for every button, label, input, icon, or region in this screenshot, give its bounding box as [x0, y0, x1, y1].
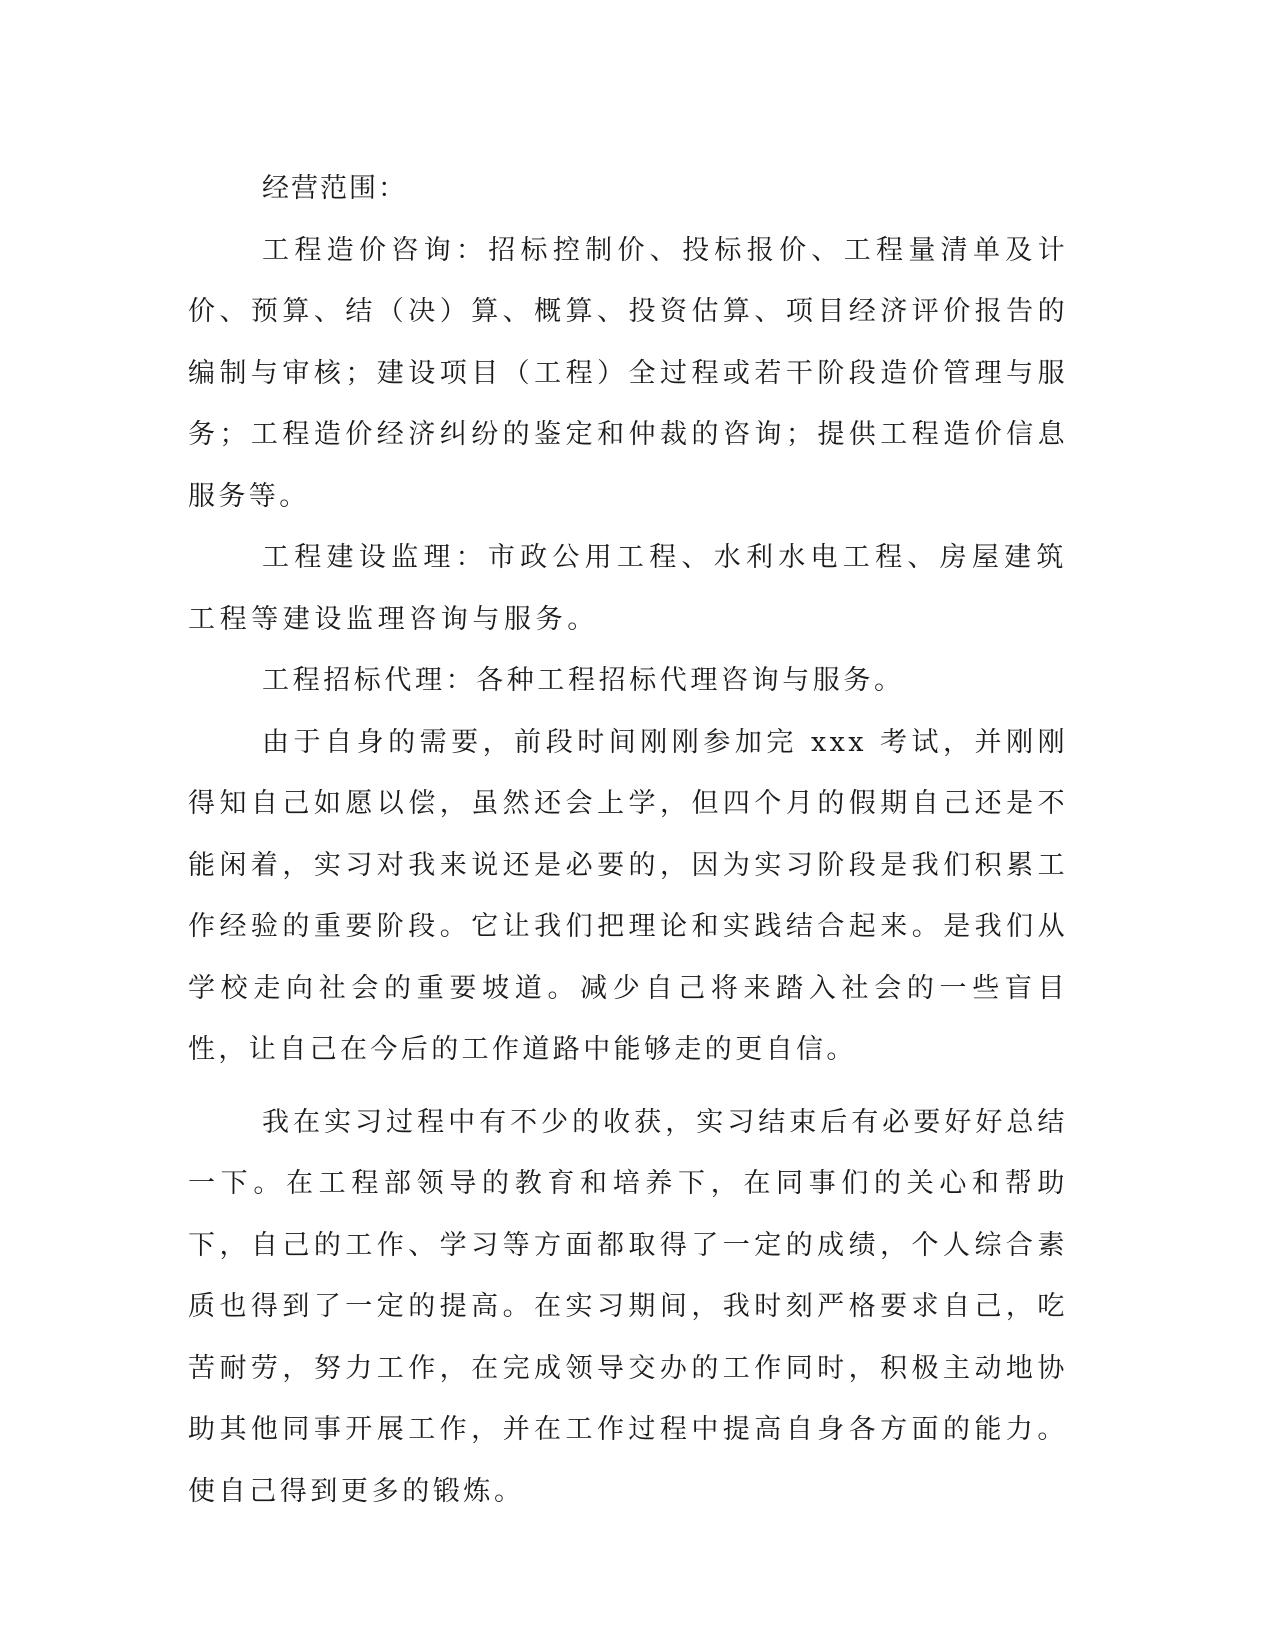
construction-supervision-paragraph: 工程建设监理：市政公用工程、水利水电工程、房屋建筑工程等建设监理咨询与服务。: [188, 542, 1068, 635]
internship-summary-paragraph: 我在实习过程中有不少的收获，实习结束后有必要好好总结一下。在工程部领导的教育和培养下，在同事们的关心和帮助下，自己的工作、学习等方面都取得了一定的成绩，个人综合素质也得到了一定的提高。在实习期间，我时刻严格要求自己，吃苦耐劳，努力工作，在完成领导交办的工作同时，积极主动地协助其他同事开展工作，并在工作过程中提高自身各方面的能力。使自己得到更多的锻炼。: [188, 1106, 1068, 1507]
business-scope-heading: 经营范围：: [262, 173, 407, 204]
bidding-agency-paragraph: 工程招标代理：各种工程招标代理咨询与服务。: [262, 665, 905, 696]
internship-motivation-paragraph: 由于自身的需要，前段时间刚刚参加完 xxx 考试，并刚刚得知自己如愿以偿，虽然还会上学，但四个月的假期自己还是不能闲着，实习对我来说还是必要的，因为实习阶段是我们积累工作经验的重要阶段。它让我们把理论和实践结合起来。是我们从学校走向社会的重要坡道。减少自己将来踏入社会的一些盲目性，让自己在今后的工作道路中能够走的更自信。: [188, 726, 1068, 1065]
document-body: [188, 158, 1068, 1522]
cost-consulting-paragraph: 工程造价咨询：招标控制价、投标报价、工程量清单及计价、预算、结（决）算、概算、投资估算、项目经济评价报告的编制与审核；建设项目（工程）全过程或若干阶段造价管理与服务；工程造价经济纠纷的鉴定和仲裁的咨询；提供工程造价信息服务等。: [188, 234, 1068, 512]
